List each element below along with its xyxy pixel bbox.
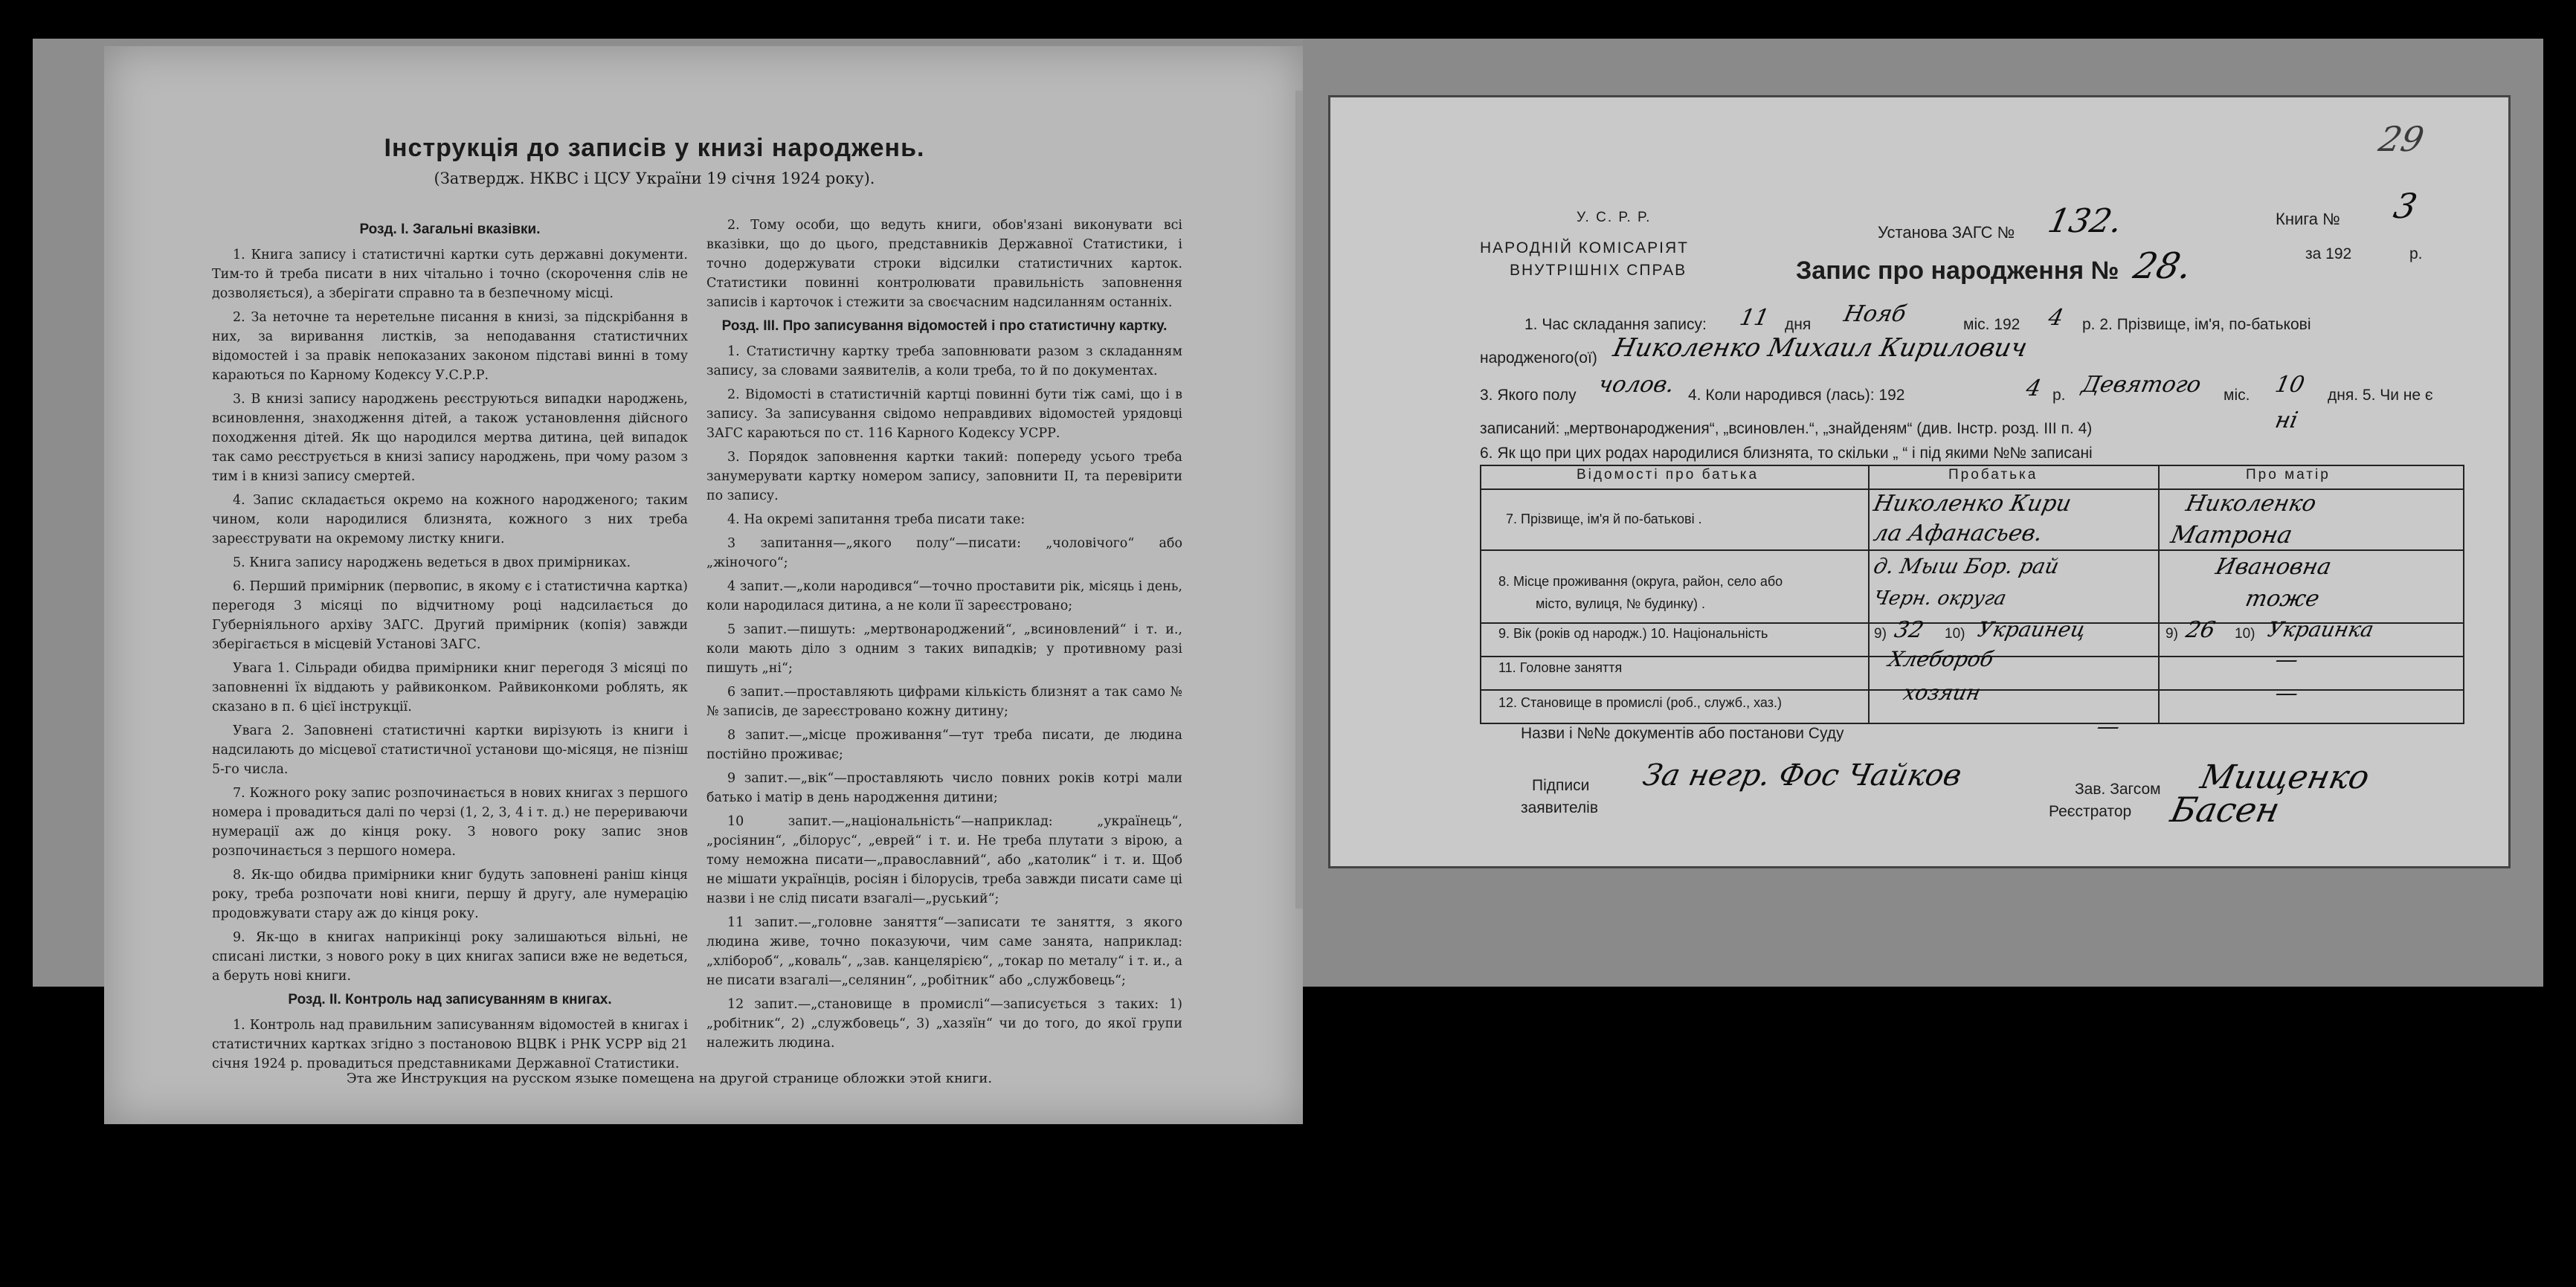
table-head-mother: Про матір [2246,467,2331,483]
father-occupation: Хлебороб [1886,647,1996,671]
father-nationality-label: 10) [1945,626,1965,642]
field-2-label: р. 2. Прізвище, ім'я, по-батькові [2082,316,2311,333]
instruction-paragraph: 2. Тому особи, що ведуть книги, обов'язані виконувати всі вказівки, що до цього, представників Державної Статистики, і точно додержувати строки відсилки статистичних карток. Статистики повинні контролювати правильність заповнення записів і карточок і стежити за своєчасним надсиланням останніх. [706,218,1182,310]
field-4-year: 4 [2023,375,2044,401]
page-number: 29 [2375,119,2428,159]
instruction-paragraph: 1. Статистичну картку треба заповнювати разом з складанням запису, за словами заявителів, а коли треба, то й по документах. [706,344,1182,378]
documents-label: Назви і №№ документів або постанови Суду [1521,725,1844,742]
father-nationality: Украинец [1975,617,2088,642]
instruction-subtitle: (Затвердж. НКВС і ЦСУ України 19 січня 1924 року). [434,170,875,187]
instruction-paragraph: 2. За неточне та неретельне писання в книзі, за підскрібання в них, за виривання листків, за неподавання статистичних відомостей і за правік непоказаних законом підставі винні в тому караються по Карному Кодексу У.С.Р.Р. [212,310,688,383]
signature-label-2: заявителів [1521,799,1599,816]
born-name: Николенко Михаил Кирилович [1610,333,2030,363]
row-12-label: 12. Становище в промислі (роб., служб., хаз.) [1498,695,1782,710]
mother-name-1: Николенко [2183,491,2319,517]
book-label: Книга № [2276,210,2340,228]
instruction-paragraph: 2. Відомості в статистичній картці повинні бути тіж самі, що і в запису. За записування свідомо неправдивих відомостей урядовці ЗАГС караються по ст. 116 Карного Кодексу УСРР. [706,387,1182,441]
row-8-label-2: місто, вулиця, № будинку) . [1536,596,1706,611]
commissariat-line1: НАРОДНІЙ КОМІСАРІЯТ [1480,239,1689,257]
mother-occupation: — [2273,647,2301,673]
instruction-paragraph: 8 запит.—„місце проживання“—тут треба писати, де людина постійно проживає; [706,728,1182,762]
head-signature: Мищенко [2197,758,2373,796]
head-label: Зав. Загсом [2075,781,2161,798]
instruction-paragraph: 9. Як-що в книгах наприкінці року залишаються вільні, не списані листки, з нового року в цих книгах записи вже не ведеться, а беруть нові книги. [212,930,688,984]
instruction-title: Інструкція до записів у книзі народжень. [384,134,925,162]
signature-label-1: Підписи [1532,777,1590,794]
instruction-section-heading: Розд. I. Загальні вказівки. [359,222,541,237]
field-5-label: дня. 5. Чи не є [2328,387,2433,404]
instruction-paragraph: Увага 1. Сільради обидва примірники книг перегодя 3 місяці по заповненні їх віддають у райвиконком. Райвиконкоми роблять, як сказано в п. 6 цієї інструкції. [212,661,688,715]
father-residence-1: д. Мыш Бор. рай [1871,554,2061,578]
instruction-paragraph: 1. Книга запису і статистичні картки суть державні документи. Тим-то й треба писати в них чітально і точно (скорочення слів не дозволяється), а зберігати справно та в безпечному місці. [212,248,688,301]
field-1-year: 4 [2046,305,2066,331]
mother-nationality-label: 10) [2235,626,2255,642]
declarant-signature: За негр. Фос Чайков [1640,758,1965,793]
registrar-signature: Басен [2167,790,2284,830]
mother-residence: тоже [2243,586,2322,612]
record-number: 28. [2130,245,2196,287]
mother-patronymic: Ивановна [2213,554,2334,580]
field-5-options: записаний: „мертвонароджения“, „всиновлен.“, „знайденям“ (див. Інстр. розд. III п. 4) [1480,420,2093,437]
row-11-label: 11. Головне заняття [1498,660,1623,675]
row-7-label: 7. Прізвище, ім'я й по-батькові . [1506,512,1702,526]
father-age: 32 [1892,617,1926,643]
father-name-2: ла Афанасьев. [1871,520,2045,546]
father-age-label: 9) [1874,626,1887,642]
table-head-details: Відомості про батька [1577,467,1759,483]
instruction-column-right [706,216,1182,1057]
instruction-paragraph: 5 запит.—пишуть: „мертвонароджений“, „всиновлений“ і т. и., коли мають діло з одним з таких випадків; у противному разі пишуть „ні“; [706,622,1182,676]
field-1-label: 1. Час складання запису: [1524,316,1707,333]
instruction-paragraph: Увага 2. Заповнені статистичні картки вирізують із книги і надсилають до місцевої статистичної установи що-місяця, не пізніш 5-го числа. [212,723,688,777]
instruction-paragraph: 6. Перший примірник (первопис, в якому є і статистична картка) перегодя 3 місяці по відчитному році надсилається до Губерніяльного архіву ЗАГС. Другий примірник (копія) завжди зберігається в місцевій Установі ЗАГС. [212,579,688,652]
instruction-paragraph: 7. Кожного року запис розпочинається в нових книгах з першого номера і провадиться далі по черзі (1, 2, 3, 4 і т. д.) не перериваючи нумерації аж до кінця року. З нового року запис знов розпочинається з першого номера. [212,786,688,859]
instruction-paragraph: 4 запит.—„коли народився“—точно проставити рік, місяць і день, коли народилася дитина, а не коли її зареєстровано; [706,579,1182,613]
field-4-day: Девятого [2079,372,2203,398]
field-1-day: 11 [1737,305,1771,331]
instruction-section-heading: Розд. III. Про записування відомостей і про статистичну картку. [721,318,1168,334]
field-1-month: Нояб [1841,301,1909,327]
mother-nationality: Украинка [2265,617,2376,642]
instruction-column-left [212,216,688,1078]
record-title: Запис про народження № [1796,257,2119,285]
instruction-paragraph: 4. На окремі запитання треба писати таке: [727,512,1025,527]
field-3-label: 3. Якого полу [1480,387,1577,404]
instruction-paragraph: 8. Як-що обидва примірники книг будуть заповнені раніш кінця року, треба розпочати нові книги, першу й другу, але нумерацію продовжувати стару аж до кінця року. [212,868,688,921]
book-number: 3 [2390,186,2421,226]
instruction-paragraph: 9 запит.—„вік“—проставляють число повних років котрі мали батько і матір в день народження дитини; [706,771,1182,805]
field-6-label: 6. Як що при цих родах народилися близнята, то скільки „ “ і під якими №№ записані [1480,445,2093,462]
instruction-paragraph: 3 запитання—„якого полу“—писати: „чоловічого“ або „жіночого“; [706,536,1182,570]
usrr-label: У. С. Р. Р. [1577,210,1652,225]
year-label: за 192 [2305,245,2352,262]
field-4-label: 4. Коли народився (лась): 192 [1688,387,1905,404]
instruction-footer: Эта же Инструкция на русском языке помещена на другой странице обложки этой книги. [346,1071,993,1086]
instruction-paragraph: 1. Контроль над правильним записуванням відомостей в книгах і статистичних картках згідно з постановою ВЦВК і РНК УСРР від 21 січня 1924 р. провадиться представниками Державної Статистики. [212,1018,688,1071]
field-4-year-suffix: р. [2052,387,2066,404]
zags-number: 132. [2044,202,2126,240]
row-8-label-1: 8. Місце проживання (округа, район, село або [1498,574,1783,589]
year-suffix: р. [2409,245,2423,262]
instruction-paragraph: 10 запит.—„національність“—наприклад: „українець“, „росіянин“, „білорус“, „еврей“ і т. и. Не треба плутати з вірою, а тому неможна писати—„православний“, або „католик“ і т. и. Щоб не мішати українців, росіян і білорусів, треба завжди писати саме ці назви і не слід писати взагалі—„руський“; [706,814,1182,906]
field-3-sex: чолов. [1596,372,1677,398]
instruction-paragraph: 11 запит.—„головне заняття“—записати те заняття, з якого людина живе, точно показуючи, чим саме занята, наприклад: „хлібороб“, „коваль“, „зав. канцелярією“, „токар по металу“ і т. и., а не писати взагалі—„селянин“, „робітник“ або „службовець“; [706,915,1182,988]
field-4-month-label: міс. [2224,387,2250,404]
father-name-1: Николенко Кири [1871,491,2074,517]
row-9-10-label: 9. Вік (років од народж.) 10. Національність [1498,626,1768,641]
field-1-year-label: міс. 192 [1963,316,2020,333]
born-name-label: народженого(ої) [1480,349,1597,367]
instruction-paragraph: 3. В книзі запису народжень реєструються випадки народжень, всиновлення, знаходження дітей, а також установлення дійсного походження дітей. Як що народился мертва дитина, цей випадок так само реєструється в книзі запису народжень, при чому разом з тим і в книзі запису смертей. [212,392,688,484]
instruction-paragraph: 5. Книга запису народжень ведеться в двох примірниках. [233,555,631,570]
instruction-paragraph: 12 запит.—„становище в промислі“—записується з таких: 1) „робітник“, 2) „службовець“, 3) „хазяїн“ чи до того, до якої групи належить людина. [706,997,1182,1051]
table-head-father: Пробатька [1948,467,2038,483]
mother-name-2: Матрона [2168,520,2296,549]
commissariat-line2: ВНУТРІШНІХ СПРАВ [1510,262,1687,279]
field-1-day-label: дня [1785,316,1812,333]
zags-label: Установа ЗАГС № [1878,223,2015,242]
documents-value: — [2094,714,2122,740]
instruction-paragraph: 3. Порядок заповнення картки такий: попереду усього треба занумерувати картку номером запису, заповнити II, та перевірити по запису. [706,450,1182,503]
registrar-label: Реєстратор [2049,803,2132,820]
instruction-paragraph: 4. Запис складається окремо на кожного народженого; таким чином, коли народилися близнята, кожного з них треба зареєструвати на окремому листку книги. [212,493,688,546]
mother-age-label: 9) [2166,626,2178,642]
mother-age: 26 [2183,617,2218,643]
father-position: хозяин [1901,680,1983,705]
father-residence-2: Черн. округа [1871,587,2009,610]
instruction-paragraph: 6 запит.—проставляють цифрами кількість близнят а так само №№ записів, де зареєстровано кожну дитину; [706,685,1182,719]
field-4-month: 10 [2273,372,2307,398]
instruction-section-heading: Розд. II. Контроль над записуванням в книгах. [288,992,612,1007]
field-5-value: ні [2273,407,2301,433]
mother-position: — [2273,680,2301,706]
